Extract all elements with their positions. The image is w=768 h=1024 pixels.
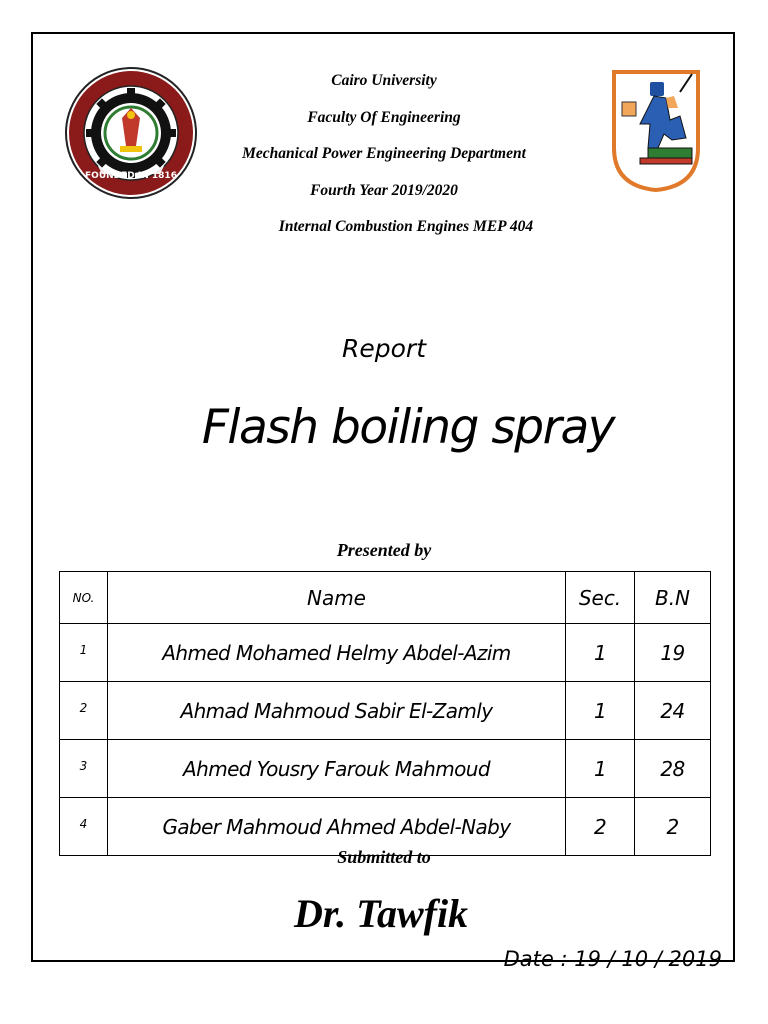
row-name: Ahmed Yousry Farouk Mahmoud [108,740,566,798]
team-members-table [59,571,711,856]
submitted-to-heading: Submitted to [337,847,431,867]
table-row [60,624,711,682]
university-name: Cairo University [331,72,437,89]
svg-text:FOUNDED IN 1816: FOUNDED IN 1816 [85,171,177,181]
row-bn: 19 [635,624,711,682]
row-bn: 2 [635,798,711,856]
department-name: Mechanical Power Engineering Department [242,145,526,162]
header-no: NO. [60,572,108,624]
row-bn: 28 [635,740,711,798]
row-sec: 1 [566,682,635,740]
supervisor-name: Dr. Tawfik [293,891,469,936]
table-header-row [60,572,711,624]
row-sec: 2 [566,798,635,856]
row-name: Ahmed Mohamed Helmy Abdel-Azim [108,624,566,682]
faculty-name: Faculty Of Engineering [307,109,461,126]
academic-year: Fourth Year 2019/2020 [310,182,458,199]
report-title: Flash boiling spray [201,400,615,455]
submission-date: Date : 19 / 10 / 2019 [503,947,722,971]
row-name: Ahmad Mahmoud Sabir El-Zamly [108,682,566,740]
row-no: 1 [60,624,108,682]
row-name: Gaber Mahmoud Ahmed Abdel-Naby [108,798,566,856]
row-no: 4 [60,798,108,856]
header-bn: B.N [635,572,711,624]
presented-by-heading: Presented by [336,540,432,560]
header-sec: Sec. [566,572,635,624]
row-no: 3 [60,740,108,798]
course-name: Internal Combustion Engines MEP 404 [278,218,534,235]
row-sec: 1 [566,740,635,798]
table-row [60,682,711,740]
report-label: Report [342,334,426,363]
row-no: 2 [60,682,108,740]
row-sec: 1 [566,624,635,682]
row-bn: 24 [635,682,711,740]
table-row [60,740,711,798]
header-name: Name [108,572,566,624]
